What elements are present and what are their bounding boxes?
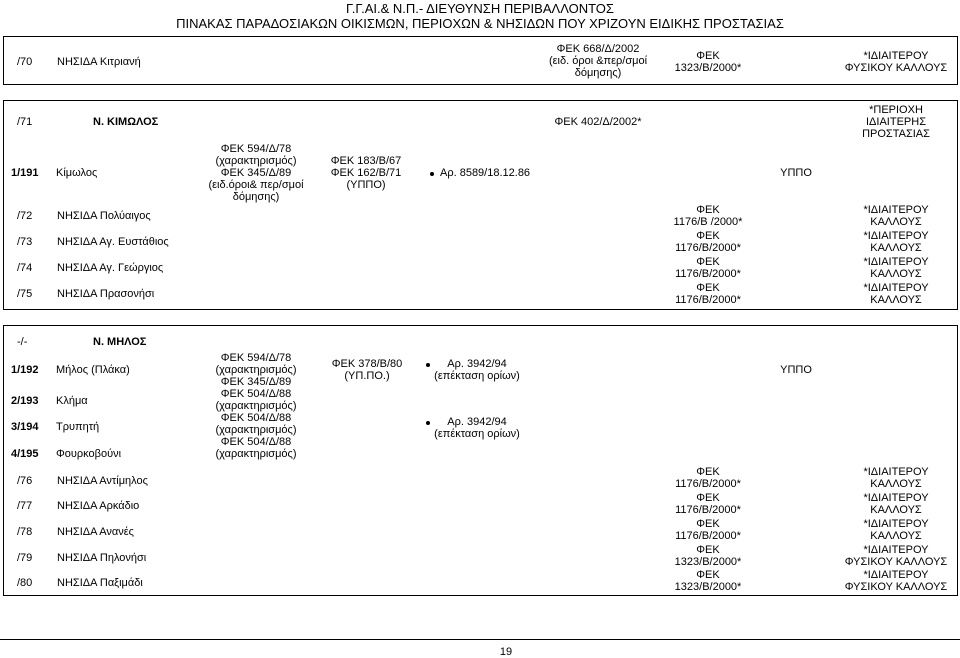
section-code: /71 [17, 116, 33, 128]
islet-fek: ΦΕΚ 1176/Β/2000* [675, 282, 741, 306]
islet-status: *ΙΔΙΑΙΤΕΡΟΥ ΚΑΛΛΟΥΣ [863, 492, 929, 516]
row-fek: ΦΕΚ 668/Δ/2002 (ειδ. όροι &περ/σμοί δόμησης) [548, 43, 648, 79]
islet-fek: ΦΕΚ 1176/Β/2000* [675, 256, 741, 280]
islet-code: /77 [17, 500, 33, 512]
islet-name: ΝΗΣΙΔΑ Αντίμηλος [57, 475, 148, 487]
islet-status: *ΙΔΙΑΙΤΕΡΟΥ ΦΥΣΙΚΟΥ ΚΑΛΛΟΥΣ [844, 569, 948, 593]
section-authority: ΥΠΠΟ [780, 364, 812, 376]
islet-code: /76 [17, 475, 33, 487]
islet-code: /78 [17, 526, 33, 538]
islet-status: *ΙΔΙΑΙΤΕΡΟΥ ΚΑΛΛΟΥΣ [863, 282, 929, 306]
islet-status: *ΙΔΙΑΙΤΕΡΟΥ ΦΥΣΙΚΟΥ ΚΑΛΛΟΥΣ [844, 544, 948, 568]
row-status: *ΙΔΙΑΙΤΕΡΟΥ ΦΥΣΙΚΟΥ ΚΑΛΛΟΥΣ [844, 50, 948, 74]
row-name: Μήλος (Πλάκα) [56, 364, 130, 376]
islet-status: *ΙΔΙΑΙΤΕΡΟΥ ΚΑΛΛΟΥΣ [863, 466, 929, 490]
table-border [3, 36, 4, 84]
section-title: Ν. ΚΙΜΩΛΟΣ [93, 116, 159, 128]
islet-status: *ΙΔΙΑΙΤΕΡΟΥ ΚΑΛΛΟΥΣ [863, 256, 929, 280]
islet-fek: ΦΕΚ 1323/Β/2000* [674, 544, 742, 568]
islet-name: ΝΗΣΙΔΑ Ανανές [57, 526, 134, 538]
decision-2: Αρ. 3942/94 (επέκταση ορίων) [434, 416, 520, 440]
row-code: 1/191 [11, 167, 39, 179]
section-code: -/- [17, 336, 28, 348]
islet-name: ΝΗΣΙΔΑ Πρασονήσι [57, 288, 155, 300]
islet-code: /75 [17, 288, 33, 300]
table-border [957, 36, 958, 84]
row-code: 2/193 [11, 395, 39, 407]
document-header-line1: Γ.Γ.ΑΙ.& Ν.Π.- ΔΙΕΥΘΥΝΣΗ ΠΕΡΙΒΑΛΛΟΝΤΟΣ [346, 1, 614, 16]
islet-code: /80 [17, 577, 33, 589]
table-border [3, 100, 958, 101]
islet-fek: ΦΕΚ 1176/Β /2000* [673, 204, 743, 228]
islet-name: ΝΗΣΙΔΑ Παξιμάδι [57, 577, 143, 589]
row-code: 1/192 [11, 364, 39, 376]
islet-fek: ΦΕΚ 1176/Β/2000* [675, 230, 741, 254]
table-border [3, 309, 958, 310]
islet-fek: ΦΕΚ 1323/Β/2000* [674, 569, 742, 593]
decision-1: Αρ. 3942/94 (επέκταση ορίων) [434, 358, 520, 382]
bullet-icon [426, 421, 430, 425]
row-name: Φουρκοβούνι [56, 448, 122, 460]
table-border [3, 325, 4, 595]
section-title: Ν. ΜΗΛΟΣ [93, 336, 147, 348]
bullet-icon [430, 172, 434, 176]
row-fek-b: ΦΕΚ 183/Β/67 ΦΕΚ 162/Β/71 (ΥΠΠΟ) [330, 155, 402, 191]
row-code: 3/194 [11, 421, 39, 433]
islet-status: *ΙΔΙΑΙΤΕΡΟΥ ΚΑΛΛΟΥΣ [863, 230, 929, 254]
islet-code: /73 [17, 236, 33, 248]
page-number: 19 [499, 646, 513, 658]
islet-status: *ΙΔΙΑΙΤΕΡΟΥ ΚΑΛΛΟΥΣ [863, 518, 929, 542]
table-border [3, 325, 958, 326]
document-header-line2: ΠΙΝΑΚΑΣ ΠΑΡΑΔΟΣΙΑΚΩΝ ΟΙΚΙΣΜΩΝ, ΠΕΡΙΟΧΩΝ & ΝΗΣΙΔΩΝ ΠΟΥ ΧΡΙΖΟΥΝ ΕΙΔΙΚΗΣ ΠΡΟΣΤΑΣΙΑΣ [176, 16, 784, 31]
row-decision: Αρ. 8589/18.12.86 [440, 167, 531, 179]
table-border [3, 100, 4, 309]
islet-name: ΝΗΣΙΔΑ Πηλονήσι [57, 552, 147, 564]
row-name: ΝΗΣΙΔΑ Κιτριανή [57, 56, 141, 68]
row-name: Κλήμα [56, 395, 88, 407]
row-authority: ΥΠΠΟ [780, 167, 812, 179]
section-fek: ΦΕΚ 402/Δ/2002* [554, 116, 642, 128]
row-name: Κίμωλος [56, 167, 98, 179]
row-fek-2: ΦΕΚ 1323/Β/2000* [674, 50, 742, 74]
table-border [957, 325, 958, 595]
table-border [3, 84, 958, 85]
islet-name: ΝΗΣΙΔΑ Αρκάδιο [57, 500, 140, 512]
section-fek-b: ΦΕΚ 378/Β/80 (ΥΠ.ΠΟ.) [331, 358, 403, 382]
islet-fek: ΦΕΚ 1176/Β/2000* [675, 492, 741, 516]
row-code: /70 [17, 56, 33, 68]
islet-fek: ΦΕΚ 1176/Β/2000* [675, 518, 741, 542]
table-border [957, 100, 958, 309]
islet-fek: ΦΕΚ 1176/Β/2000* [675, 466, 741, 490]
row-name: Τρυπητή [56, 421, 100, 433]
islet-name: ΝΗΣΙΔΑ Πολύαιγος [57, 210, 151, 222]
islet-name: ΝΗΣΙΔΑ Αγ. Ευστάθιος [57, 236, 169, 248]
row-code: 4/195 [11, 448, 39, 460]
islet-status: *ΙΔΙΑΙΤΕΡΟΥ ΚΑΛΛΟΥΣ [863, 204, 929, 228]
bullet-icon [426, 363, 430, 367]
footer-rule [0, 639, 960, 640]
table-border [3, 595, 958, 596]
islet-code: /79 [17, 552, 33, 564]
section-status: *ΠΕΡΙΟΧΗ ΙΔΙΑΙΤΕΡΗΣ ΠΡΟΣΤΑΣΙΑΣ [862, 104, 930, 140]
islet-code: /72 [17, 210, 33, 222]
section-fek-a: ΦΕΚ 594/Δ/78 (χαρακτηρισμός) ΦΕΚ 345/Δ/89 ΦΕΚ 504/Δ/88 (χαρακτηρισμός) ΦΕΚ 504/Δ/88 (χαρακτηρισμός) ΦΕΚ 504/Δ/88 (χαρακτηρισμός) [215, 352, 297, 460]
row-fek-a: ΦΕΚ 594/Δ/78 (χαρακτηρισμός) ΦΕΚ 345/Δ/89 (ειδ.όροι& περ/σμοί δόμησης) [208, 143, 304, 203]
table-border [3, 36, 958, 37]
islet-code: /74 [17, 262, 33, 274]
islet-name: ΝΗΣΙΔΑ Αγ. Γεώργιος [57, 262, 164, 274]
